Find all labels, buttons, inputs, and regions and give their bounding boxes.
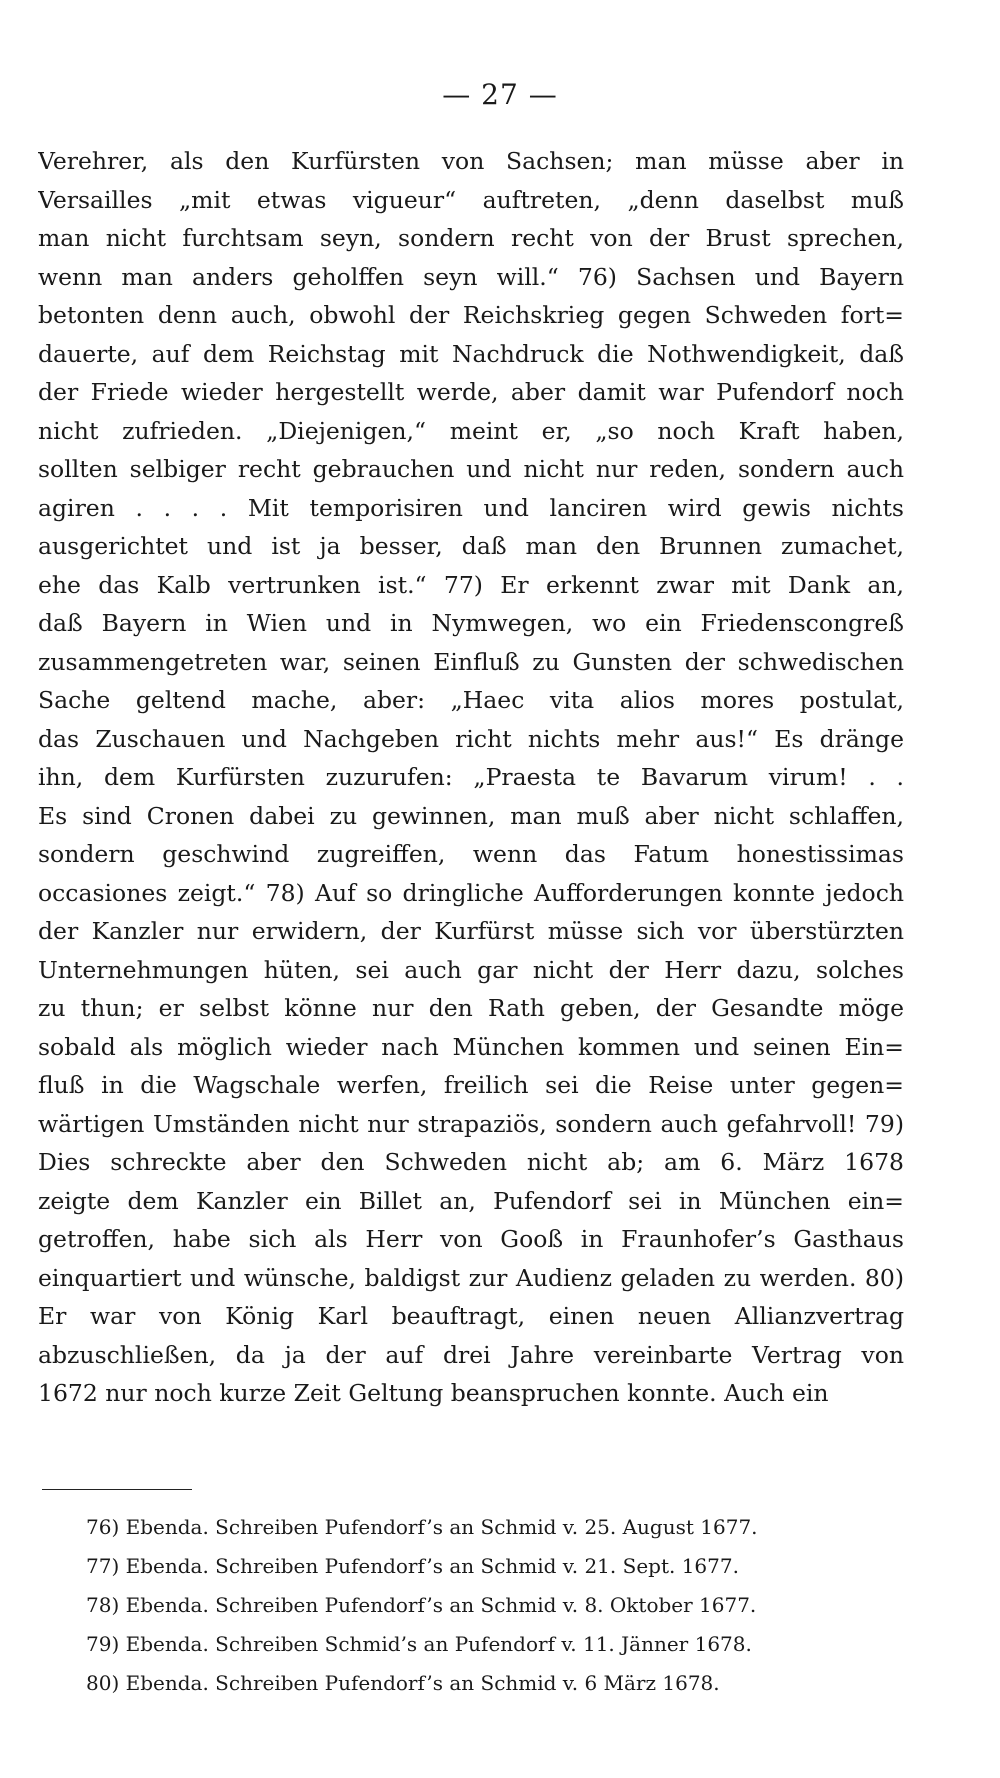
text-line: zu thun; er selbst könne nur den Rath geben, der Gesandte möge	[38, 994, 904, 1022]
text-line: daß Bayern in Wien und in Nymwegen, wo ein Friedenscongreß	[38, 609, 904, 637]
text-line: zeigte dem Kanzler ein Billet an, Pufendorf sei in München ein=	[38, 1186, 904, 1215]
text-line: ausgerichtet und ist ja besser, daß man den Brunnen zumachet,	[38, 532, 904, 560]
text-line: occasiones zeigt.“ 78) Auf so dringliche Aufforderungen konnte jedoch	[38, 878, 904, 907]
text-line: einquartiert und wünsche, baldigst zur Audienz geladen zu werden. 80)	[38, 1263, 904, 1292]
text-line: sollten selbiger recht gebrauchen und nicht nur reden, sondern auch	[38, 455, 904, 483]
text-line: Verehrer, als den Kurfürsten von Sachsen; man müsse aber in	[38, 147, 904, 175]
text-line: 1672 nur noch kurze Zeit Geltung beanspruchen konnte. Auch ein	[38, 1379, 829, 1407]
footnote: 79) Ebenda. Schreiben Schmid’s an Pufendorf v. 11. Jänner 1678.	[86, 1632, 752, 1656]
text-line: Es sind Cronen dabei zu gewinnen, man muß aber nicht schlaffen,	[38, 801, 904, 830]
footnote: 78) Ebenda. Schreiben Pufendorf’s an Schmid v. 8. Oktober 1677.	[86, 1593, 757, 1617]
text-line: ihn, dem Kurfürsten zuzurufen: „Praesta te Bavarum virum! . .	[38, 763, 904, 791]
text-line: betonten denn auch, obwohl der Reichskrieg gegen Schweden fort=	[38, 301, 904, 329]
footnote-divider	[42, 1489, 192, 1490]
text-line: Unternehmungen hüten, sei auch gar nicht der Herr dazu, solches	[38, 955, 904, 984]
body-text	[38, 142, 904, 1413]
footnote: 76) Ebenda. Schreiben Pufendorf’s an Schmid v. 25. August 1677.	[86, 1515, 758, 1539]
text-line: agiren . . . . Mit temporisiren und lanciren wird gewis nichts	[38, 493, 904, 522]
text-line: wenn man anders geholffen seyn will.“ 76) Sachsen und Bayern	[38, 262, 904, 291]
text-line: der Friede wieder hergestellt werde, aber damit war Pufendorf noch	[38, 378, 904, 406]
text-line: ehe das Kalb vertrunken ist.“ 77) Er erkennt zwar mit Dank an,	[38, 570, 904, 599]
text-line: der Kanzler nur erwidern, der Kurfürst müsse sich vor überstürzten	[38, 917, 904, 945]
text-line: getroffen, habe sich als Herr von Gooß in Fraunhofer’s Gasthaus	[38, 1225, 904, 1253]
text-line: fluß in die Wagschale werfen, freilich sei die Reise unter gegen=	[38, 1071, 904, 1099]
text-line: sondern geschwind zugreiffen, wenn das Fatum honestissimas	[38, 840, 904, 868]
text-line: Versailles „mit etwas vigueur“ auftreten, „denn daselbst muß	[38, 185, 904, 214]
footnote: 77) Ebenda. Schreiben Pufendorf’s an Schmid v. 21. Sept. 1677.	[86, 1554, 739, 1578]
text-line: Sache geltend mache, aber: „Haec vita alios mores postulat,	[38, 686, 904, 714]
text-line: nicht zufrieden. „Diejenigen,“ meint er, „so noch Kraft haben,	[38, 416, 904, 445]
text-line: wärtigen Umständen nicht nur strapaziös, sondern auch gefahrvoll! 79)	[38, 1109, 904, 1138]
text-line: Er war von König Karl beauftragt, einen neuen Allianzvertrag	[38, 1302, 904, 1330]
text-line: sobald als möglich wieder nach München kommen und seinen Ein=	[38, 1032, 904, 1061]
text-line: man nicht furchtsam seyn, sondern recht von der Brust sprechen,	[38, 224, 904, 252]
page-number: — 27 —	[442, 78, 558, 111]
footnotes	[86, 1508, 906, 1703]
footnote: 80) Ebenda. Schreiben Pufendorf’s an Schmid v. 6 März 1678.	[86, 1671, 720, 1695]
text-line: zusammengetreten war, seinen Einfluß zu Gunsten der schwedischen	[38, 647, 904, 676]
text-line: das Zuschauen und Nachgeben richt nichts mehr aus!“ Es dränge	[38, 724, 904, 753]
text-line: dauerte, auf dem Reichstag mit Nachdruck die Nothwendigkeit, daß	[38, 339, 904, 368]
text-line: Dies schreckte aber den Schweden nicht ab; am 6. März 1678	[38, 1148, 904, 1176]
text-line: abzuschließen, da ja der auf drei Jahre vereinbarte Vertrag von	[38, 1340, 904, 1369]
